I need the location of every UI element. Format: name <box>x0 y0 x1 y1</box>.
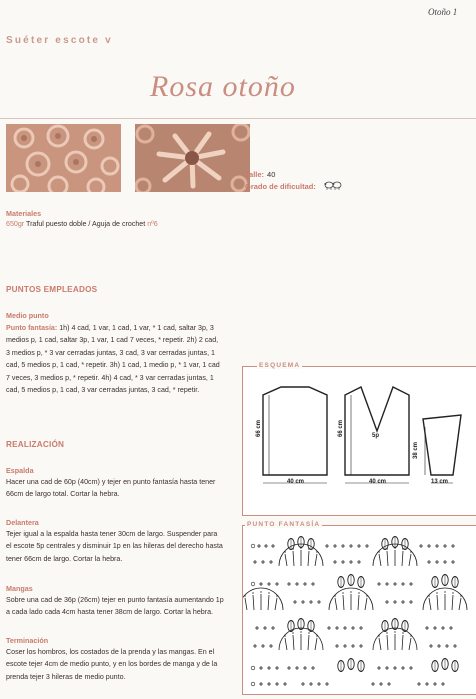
size-value: 40 <box>267 170 276 179</box>
materials-label: Materiales <box>6 209 42 218</box>
materials-text: Traful puesto doble / Aguja de crochet <box>24 220 146 228</box>
stitch-photo-detail <box>135 124 250 192</box>
instructions-heading: REALIZACIÓN <box>6 440 65 449</box>
delantera-text: Tejer igual a la espalda hasta tener 30cm de largo. Suspender para el escote 5p centrales y disminuir 1p en las hileras del derecho hasta tener 66cm de largo. Cortar la hebra. <box>6 530 223 563</box>
front-width-label: 40 cm <box>369 479 387 485</box>
back-width-label: 40 cm <box>287 479 305 485</box>
terminacion-label: Terminación <box>6 636 49 645</box>
materials-line <box>6 218 158 230</box>
fantasia-line: 7 veces, 3 medios p, * repetir. 4h) 4 cad, * 3 var cerradas juntas, 1 <box>6 373 214 382</box>
stitch-fantasia-block <box>6 322 242 396</box>
stitches-heading: PUNTOS EMPLEADOS <box>6 285 98 294</box>
fantasia-line: cad, 5 medios p, 1 cad, * repetir. 3h) 1 cad, 1 medio p, * 1 var, 1 cad <box>6 361 220 370</box>
page-signature: Otoño 1 <box>428 7 458 17</box>
fantasia-label: Punto fantasía: <box>6 324 58 332</box>
stitch-medio-punto: Medio punto <box>6 311 49 320</box>
schematic-drawing <box>243 367 476 515</box>
stitch-chart-diagram <box>243 526 476 694</box>
corner-rule <box>456 0 476 30</box>
difficulty-label: Grado de dificultad: <box>245 182 316 191</box>
difficulty-info <box>245 182 316 191</box>
pattern-title: Rosa otoño <box>150 70 296 103</box>
back-height-label: 66 cm <box>256 419 262 437</box>
fantasia-line: medios p, 1 cad, saltar 3p, 1 var, 1 cad 7 veces, * repetir. 2h) 2 cad, <box>6 336 219 345</box>
materials-qty: 650gr <box>6 220 25 228</box>
terminacion-text: Coser los hombros, los costados de la prenda y las mangas. En el escote tejer 4cm de medio punto, y en los bordes de manga y de la prenda tejer 3 hileras de medio punto. <box>6 648 218 681</box>
sleeve-height-label: 38 cm <box>413 441 419 459</box>
sleeve-width-label: 13 cm <box>431 479 449 485</box>
fantasia-line: 3 medios p, * 3 var cerradas juntas, 3 cad, 3 var cerradas juntas, 1 <box>6 348 215 357</box>
espalda-text: Hacer una cad de 60p (40cm) y tejer en punto fantasía hasta tener 66cm de largo total. Cortar la hebra. <box>6 478 216 499</box>
fantasia-line: cad, 5 medios p, 1 cad, 3 var cerradas juntas, 3 cad, * repetir. <box>6 386 200 395</box>
fantasia-line: Punto fantasía: 1h) 4 cad, 1 var, 1 cad, 1 var, * 1 cad, saltar 3p, 3 <box>6 324 214 332</box>
difficulty-sheep-icon <box>324 180 342 190</box>
stitch-chart-title: PUNTO FANTASÍA <box>247 521 321 528</box>
stitch-chart-box <box>242 521 476 695</box>
size-info <box>245 170 275 179</box>
mangas-label: Mangas <box>6 584 33 593</box>
pattern-category: Suéter escote v <box>6 35 113 46</box>
schematic-box <box>242 362 476 516</box>
schematic-title: ESQUEMA <box>259 362 301 369</box>
espalda-label: Espalda <box>6 466 34 475</box>
neck-points-label: 5p <box>372 433 380 439</box>
header-divider <box>0 118 476 119</box>
stitch-photo-closeup <box>6 124 121 192</box>
delantera-label: Delantera <box>6 518 39 527</box>
front-height-label: 66 cm <box>338 419 344 437</box>
size-label: Talle: <box>245 170 265 179</box>
materials-needle: nº6 <box>145 220 158 228</box>
mangas-text: Sobre una cad de 36p (26cm) tejer en punto fantasía aumentando 1p a cada lado cada 4cm hasta tener 38cm de largo. Cortar la hebra. <box>6 596 224 617</box>
